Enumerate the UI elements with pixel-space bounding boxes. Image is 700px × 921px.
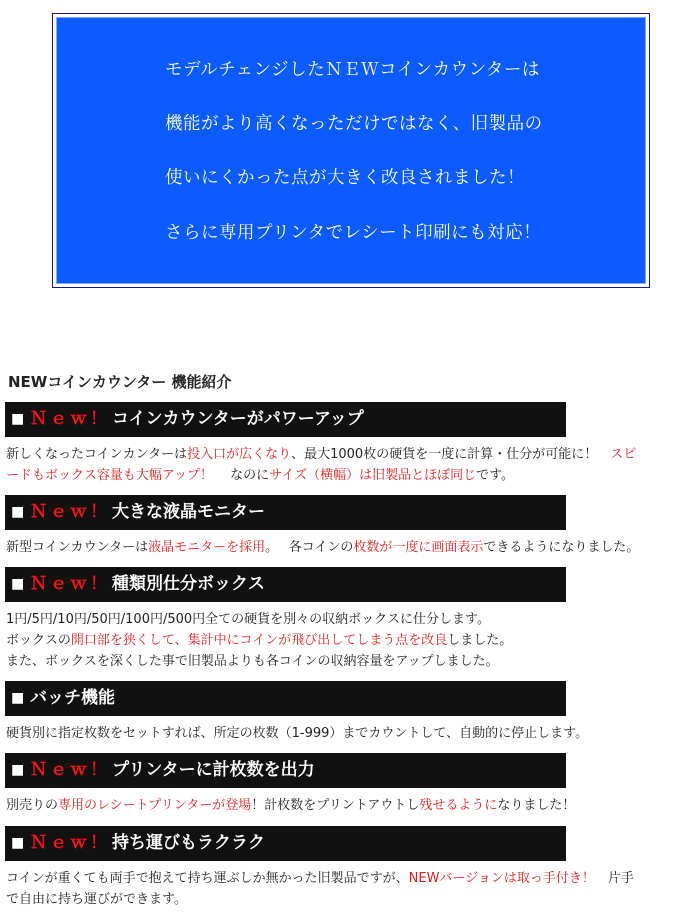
section-title-text: 持ち運びもラクラク [112, 833, 265, 853]
highlight-text: 開口部を狭くして、集計中にコインが飛び出してしまう点を改良 [70, 633, 448, 648]
body-text: コインが重くても両手で抱えて持ち運ぶしか無かった旧製品ですが、 [6, 871, 409, 886]
section-description-line [6, 869, 634, 888]
section-description-line [6, 445, 636, 464]
section-title [30, 495, 265, 530]
square-bullet-icon: ■ [11, 762, 25, 778]
body-text: ！計枚数をプリントアウトし [251, 798, 420, 813]
section-title-text: バッチ機能 [30, 688, 115, 708]
intro-banner [52, 13, 650, 288]
banner-line: モデルチェンジしたＮＥＷコインカウンターは [165, 60, 540, 80]
section-title [30, 402, 364, 437]
section-title-text: プリンターに計枚数を出力 [112, 760, 315, 780]
highlight-text: 残せるように [419, 798, 498, 813]
section-header-bar [5, 495, 566, 530]
body-text: しました。 [447, 633, 513, 648]
square-bullet-icon: ■ [11, 690, 25, 706]
new-badge: Ｎｅｗ！ [30, 409, 110, 429]
section-description-line [6, 466, 514, 485]
highlight-text: サイズ（横幅）は旧製品とほぼ同じ [269, 468, 477, 483]
body-text: できるようになりました。 [483, 540, 640, 555]
features-heading: NEWコインカウンター 機能紹介 [8, 373, 232, 391]
section-description-line [6, 724, 588, 743]
highlight-text: 液晶モニターを採用 [148, 540, 266, 555]
body-text: 片手 [594, 871, 634, 886]
new-badge: Ｎｅｗ！ [30, 502, 110, 522]
square-bullet-icon: ■ [11, 411, 25, 427]
new-badge: Ｎｅｗ！ [30, 760, 110, 780]
body-text: 。 各コインの [265, 540, 354, 555]
section-title-text: 種類別仕分ボックス [112, 574, 265, 594]
banner-line: 使いにくかった点が大きく改良されました！ [165, 168, 525, 188]
body-text: 新しくなったコインカンターは [6, 447, 188, 462]
body-text: で自由に持ち運びができます。 [6, 892, 187, 907]
highlight-text: ードもボックス容量も大幅アップ！ [6, 468, 213, 483]
section-description-line [6, 890, 187, 909]
new-badge: Ｎｅｗ！ [30, 574, 110, 594]
section-header-bar [5, 753, 566, 788]
square-bullet-icon: ■ [11, 504, 25, 520]
body-text: 、最大1000枚の硬貨を一度に計算・仕分が可能に！ [291, 447, 611, 462]
section-header-bar [5, 567, 566, 602]
section-description-line [6, 796, 575, 815]
section-title [30, 681, 115, 716]
highlight-text: スピ [610, 447, 637, 462]
body-text: ボックスの [6, 633, 71, 648]
section-header-bar [5, 402, 566, 437]
banner-line: 機能がより高くなっただけではなく、旧製品の [165, 114, 543, 134]
highlight-text: 専用のレシートプリンターが登場 [58, 798, 252, 813]
section-title [30, 826, 265, 861]
section-description-line [6, 652, 499, 671]
body-text: なのに [212, 468, 270, 483]
banner-line: さらに専用プリンタでレシート印刷にも対応！ [165, 223, 542, 243]
body-text: なりました！ [497, 798, 576, 813]
section-title [30, 753, 315, 788]
section-title-text: 大きな液晶モニター [112, 502, 265, 522]
intro-banner-panel [56, 17, 646, 284]
highlight-text: 枚数が一度に画面表示 [353, 540, 484, 555]
square-bullet-icon: ■ [11, 576, 25, 592]
body-text: 別売りの [6, 798, 59, 813]
new-badge: Ｎｅｗ！ [30, 833, 110, 853]
square-bullet-icon: ■ [11, 835, 25, 851]
section-description-line [6, 631, 512, 650]
highlight-text: 投入口が広くなり [187, 447, 292, 462]
body-text: 1円/5円/10円/50円/100円/500円全ての硬貨を別々の収納ボックスに仕分します。 [6, 612, 490, 627]
highlight-text: NEWバージョンは取っ手付き！ [408, 871, 595, 886]
section-title [30, 567, 265, 602]
section-description-line [6, 610, 490, 629]
section-title-text: コインカウンターがパワーアップ [112, 409, 364, 429]
body-text: 新型コインカウンターは [6, 540, 149, 555]
body-text: また、ボックスを深くした事で旧製品よりも各コインの収納容量をアップしました。 [6, 654, 499, 669]
body-text: です。 [476, 468, 515, 483]
section-header-bar [5, 826, 566, 861]
section-header-bar [5, 681, 566, 716]
body-text: 硬貨別に指定枚数をセットすれば、所定の枚数（1-999）までカウントして、自動的に停止します。 [6, 726, 589, 741]
section-description-line [6, 538, 639, 557]
